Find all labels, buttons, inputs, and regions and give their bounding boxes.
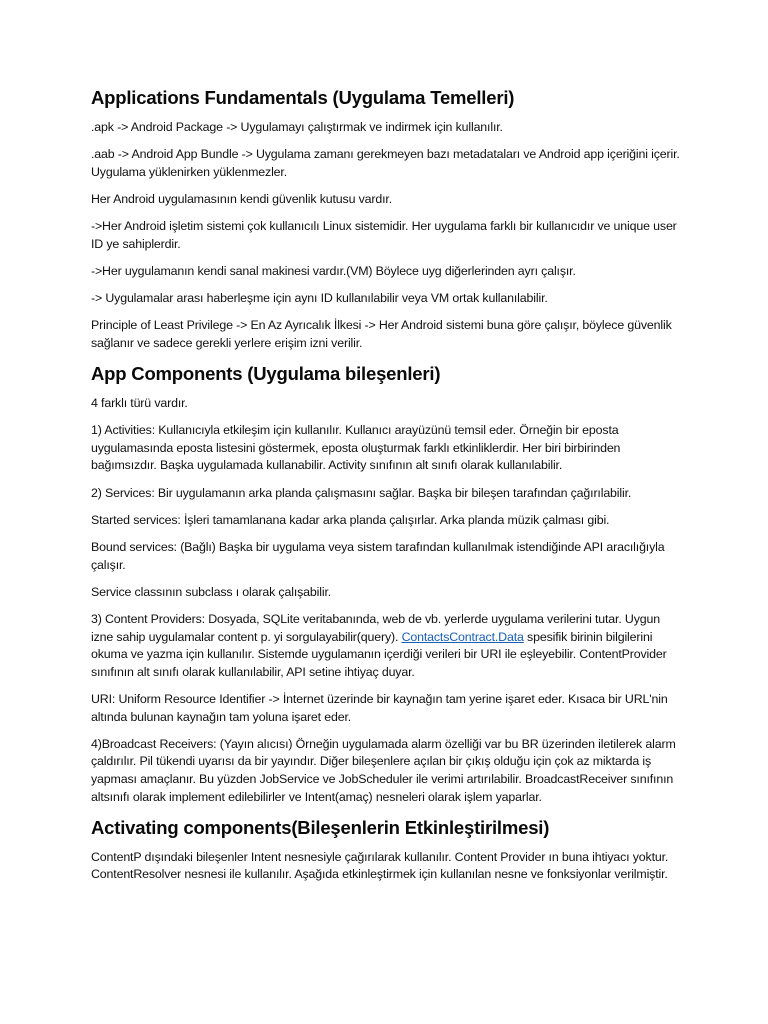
heading-applications-fundamentals: Applications Fundamentals (Uygulama Temelleri): [91, 87, 515, 108]
paragraph-virtual-machine: ->Her uygulamanın kendi sanal makinesi vardır.(VM) Böylece uyg diğerlerinden ayrı çalışır.: [91, 263, 576, 278]
heading-activating-components: Activating components(Bileşenlerin Etkinleştirilmesi): [91, 816, 550, 838]
paragraph-services: 2) Services: Bir uygulamanın arka planda çalışmasını sağlar. Başka bir bileşen tarafından çağırılabilir.: [91, 485, 632, 500]
document-body: [91, 86, 681, 894]
paragraph-aab: .aab -> Android App Bundle -> Uygulama zamanı gerekmeyen bazı metadataları ve Android app içeriğini içerir. Uygulama yüklenirken yüklenmezler.: [91, 147, 680, 179]
paragraph-content-providers: [91, 611, 681, 681]
paragraph-activities: 1) Activities: Kullanıcıyla etkileşim için kullanılır. Kullanıcı arayüzünü temsil eder. Örneğin bir eposta uygulamasında eposta listesini göstermek, eposta oluşturmak farklı etkinliklerdir. Her biri birbirinden bağımsızdır. Başka uygulamada kullanabilir. Activity sınıfının alt sınıfı olarak kullanılabilir.: [91, 423, 621, 473]
heading-app-components: App Components (Uygulama bileşenleri): [91, 363, 441, 385]
paragraph-least-privilege: Principle of Least Privilege -> En Az Ayrıcalık İlkesi -> Her Android sistemi buna göre çalışır, böylece güvenlik sağlanır ve sadece gerekli yerlere erişim izni verilir.: [91, 318, 672, 350]
paragraph-shared-id: -> Uygulamalar arası haberleşme için aynı ID kullanılabilir veya VM ortak kullanılabilir.: [91, 291, 548, 306]
paragraph-four-types: 4 farklı türü vardır.: [91, 396, 188, 411]
paragraph-uri: URI: Uniform Resource Identifier -> İnternet üzerinde bir kaynağın tam yerine işaret eder. Kısaca bir URL'nin altında bulunan kaynağın tam yoluna işaret eder.: [91, 691, 668, 724]
paragraph-security-box: Her Android uygulamasının kendi güvenlik kutusu vardır.: [91, 191, 393, 206]
content-providers-text-after: spesifik birinin bilgilerini okuma ve yazma için kullanılır. Sistemde uygulamanın içerdiği verileri bir URI ile eşleyebilir. ContentProvider sınıfının alt sınıfı olarak kullanılabilir, API setine ihtiyaç duyar.: [91, 629, 667, 679]
paragraph-broadcast-receivers: 4)Broadcast Receivers: (Yayın alıcısı) Örneğin uygulamada alarm özelliği var bu BR üzerinden iletilerek alarm çaldırılır. Pil tükendi uyarısı da bir yayındır. Diğer bileşenlere açılan bir çıkış olduğu için çok az miktarda iş yapması amaçlanır. Bu yüzden JobService ve JobScheduler ile verimi artırılabilir. BroadcastReceiver sınıfının altsınıfı olarak implement edilebilirler ve Intent(amaç) nesneleri olarak işlem yaparlar.: [91, 736, 676, 804]
paragraph-bound-services: Bound services: (Bağlı) Başka bir uygulama veya sistem tarafından kullanılmak istendiğinde API aracılığıyla çalışır.: [91, 540, 665, 572]
content-providers-text-before: 3) Content Providers: Dosyada, SQLite veritabanında, web de vb. yerlerde uygulama verilerini tutar. Uygun izne sahip uygulamalar content p. yi sorgulayabilir(query).: [91, 612, 660, 644]
paragraph-apk: .apk -> Android Package -> Uygulamayı çalıştırmak ve indirmek için kullanılır.: [91, 120, 503, 134]
paragraph-intent-activation: ContentP dışındaki bileşenler Intent nesnesiyle çağırılarak kullanılır. Content Provider ın buna ihtiyacı yoktur. ContentResolver nesnesi ile kullanılır. Aşağıda etkinleştirmek için kullanılan nesne ve fonksiyonlar verilmiştir.: [91, 849, 669, 882]
paragraph-started-services: Started services: İşleri tamamlanana kadar arka planda çalışırlar. Arka planda müzik çalması gibi.: [91, 512, 610, 527]
contacts-contract-data-link[interactable]: ContactsContract.Data: [401, 629, 524, 644]
paragraph-linux-multiuser: ->Her Android işletim sistemi çok kullanıcılı Linux sistemidir. Her uygulama farklı bir kullanıcıdır ve unique user ID ye sahiplerdir.: [91, 219, 677, 251]
paragraph-service-subclass: Service classının subclass ı olarak çalışabilir.: [91, 584, 332, 599]
